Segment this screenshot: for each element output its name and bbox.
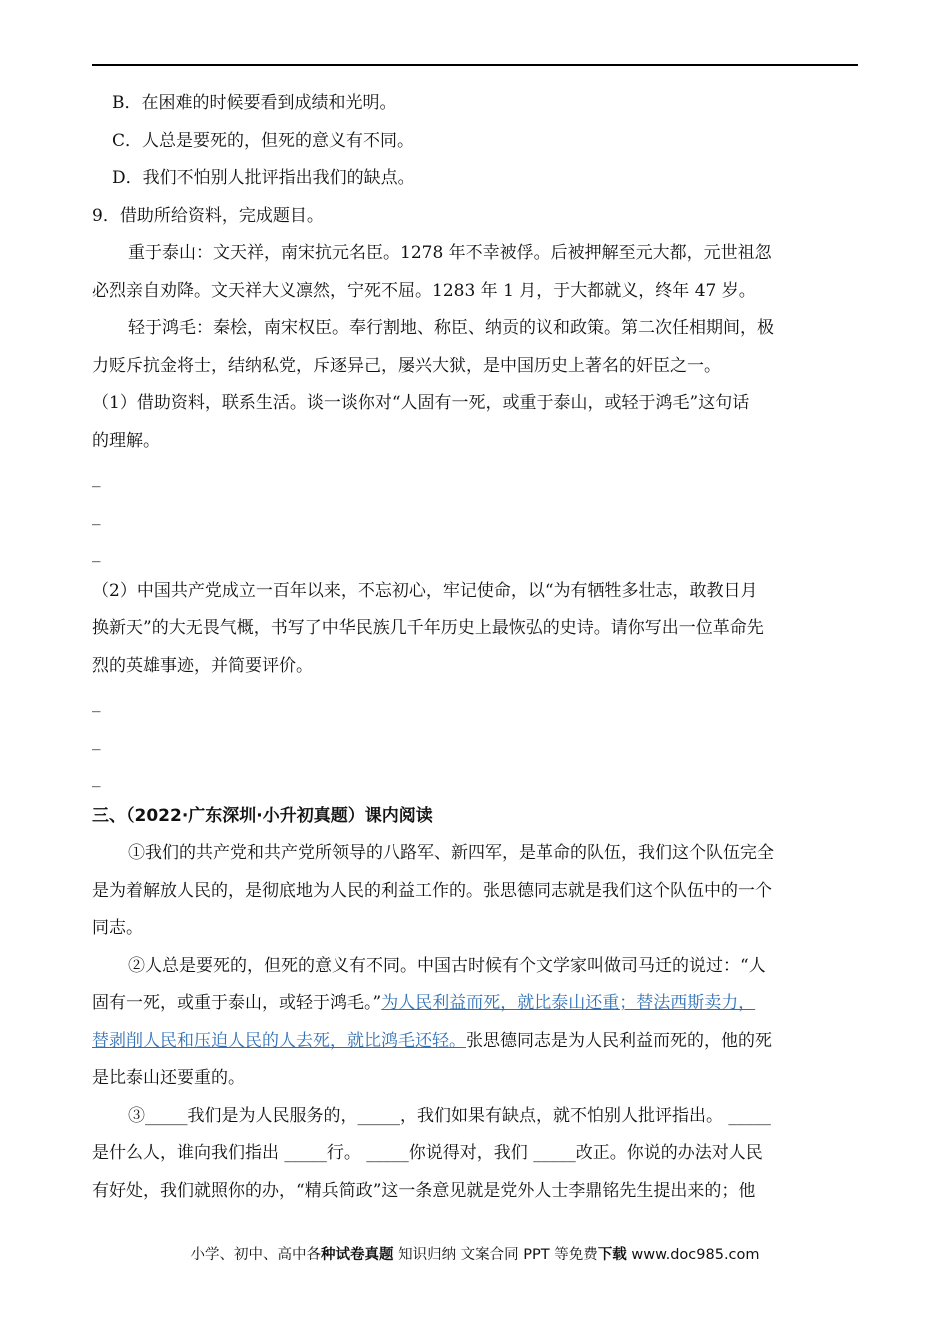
quote-text: 固有一死，或重于泰山，或轻于鸿毛。” <box>92 993 382 1013</box>
reading-para-2-line-3 <box>92 1023 858 1061</box>
section-3-heading: 三、（2022·广东深圳·小升初真题）课内阅读 <box>92 805 433 826</box>
underlined-sentence[interactable]: 替剥削人民和压迫人民的人去死，就比鸿毛还轻。 <box>92 1030 466 1051</box>
answer-blank[interactable]: _ <box>92 693 101 713</box>
sub-question-2-line-2: 换新天”的大无畏气概，书写了中华民族几千年历史上最恢弘的史诗。请你写出一位革命先 <box>92 618 764 638</box>
footer-website[interactable]: www.doc985.com <box>626 1247 760 1263</box>
reading-para-1-line-3: 同志。 <box>92 918 143 938</box>
sub-question-2-line-1: （2）中国共产党成立一百年以来，不忘初心，牢记使命，以“为有牺牲多壮志，敢教日月 <box>92 580 758 601</box>
footer-text: 小学、初中、高中各 <box>190 1247 321 1263</box>
footer-text-bold: 种试卷真题 <box>320 1247 394 1263</box>
reading-para-2-line-1: ②人总是要死的，但死的意义有不同。中国古时候有个文学家叫做司马迁的说过：“人 <box>128 955 766 976</box>
reading-para-1-line-2: 是为着解放人民的，是彻底地为人民的利益工作的。张思德同志就是我们这个队伍中的一个 <box>92 880 772 901</box>
reading-para-3-line-3: 有好处，我们就照你的办，“精兵简政”这一条意见就是党外人士李鼎铭先生提出来的；他 <box>92 1180 756 1201</box>
material-1-line-2: 必烈亲自劝降。文天祥大义凛然，宁死不屈。1283 年 1 月，于大都就义，终年 47 岁。 <box>92 280 756 301</box>
answer-blank[interactable]: _ <box>92 768 101 788</box>
option-c: C．人总是要死的，但死的意义有不同。 <box>112 130 415 151</box>
reading-para-1-line-1: ①我们的共产党和共产党所领导的八路军、新四军，是革命的队伍，我们这个队伍完全 <box>128 843 774 863</box>
material-1-line-1: 重于泰山：文天祥，南宋抗元名臣。1278 年不幸被俘。后被押解至元大都，元世祖忽 <box>128 243 772 263</box>
reading-para-3-line-2: 是什么人，谁向我们指出 _____行。 _____你说得对，我们 _____改正。你说的办法对人民 <box>92 1143 763 1163</box>
document-body <box>92 85 858 1210</box>
answer-blank[interactable]: _ <box>92 730 101 751</box>
answer-blank[interactable]: _ <box>92 505 101 526</box>
underlined-sentence[interactable]: 为人民利益而死，就比泰山还重；替法西斯卖力， <box>381 993 756 1013</box>
header-rule <box>92 64 858 66</box>
sub-question-1-line-2: 的理解。 <box>92 430 160 451</box>
sub-question-2-line-3: 烈的英雄事迹，并简要评价。 <box>92 655 313 676</box>
footer-text-bold: 下载 <box>597 1247 627 1263</box>
page-footer <box>0 1243 950 1264</box>
option-d: D．我们不怕别人批评指出我们的缺点。 <box>112 168 415 188</box>
para-text: 张思德同志是为人民利益而死的，他的死 <box>466 1030 772 1051</box>
reading-para-3-line-1: ③_____我们是为人民服务的，_____，我们如果有缺点，就不怕别人批评指出。 _____ <box>128 1105 771 1126</box>
material-2-line-1: 轻于鸿毛：秦桧，南宋权臣。奉行割地、称臣、纳贡的议和政策。第二次任相期间，极 <box>128 318 774 338</box>
footer-text: 文案合同 PPT 等免费 <box>456 1247 598 1263</box>
answer-blank[interactable]: _ <box>92 468 101 488</box>
answer-blank[interactable]: _ <box>92 543 101 563</box>
material-2-line-2: 力贬斥抗金将士，结纳私党，斥逐异己，屡兴大狱，是中国历史上著名的奸臣之一。 <box>92 355 721 376</box>
reading-para-2-line-4: 是比泰山还要重的。 <box>92 1068 245 1088</box>
option-b: B．在困难的时候要看到成绩和光明。 <box>112 93 397 113</box>
sub-question-1-line-1: （1）借助资料，联系生活。谈一谈你对“人固有一死，或重于泰山，或轻于鸿毛”这句话 <box>92 393 750 413</box>
question-9-title: 9．借助所给资料，完成题目。 <box>92 205 324 226</box>
footer-text: 知识归纳 <box>393 1247 457 1263</box>
reading-para-2-line-2 <box>92 985 858 1023</box>
